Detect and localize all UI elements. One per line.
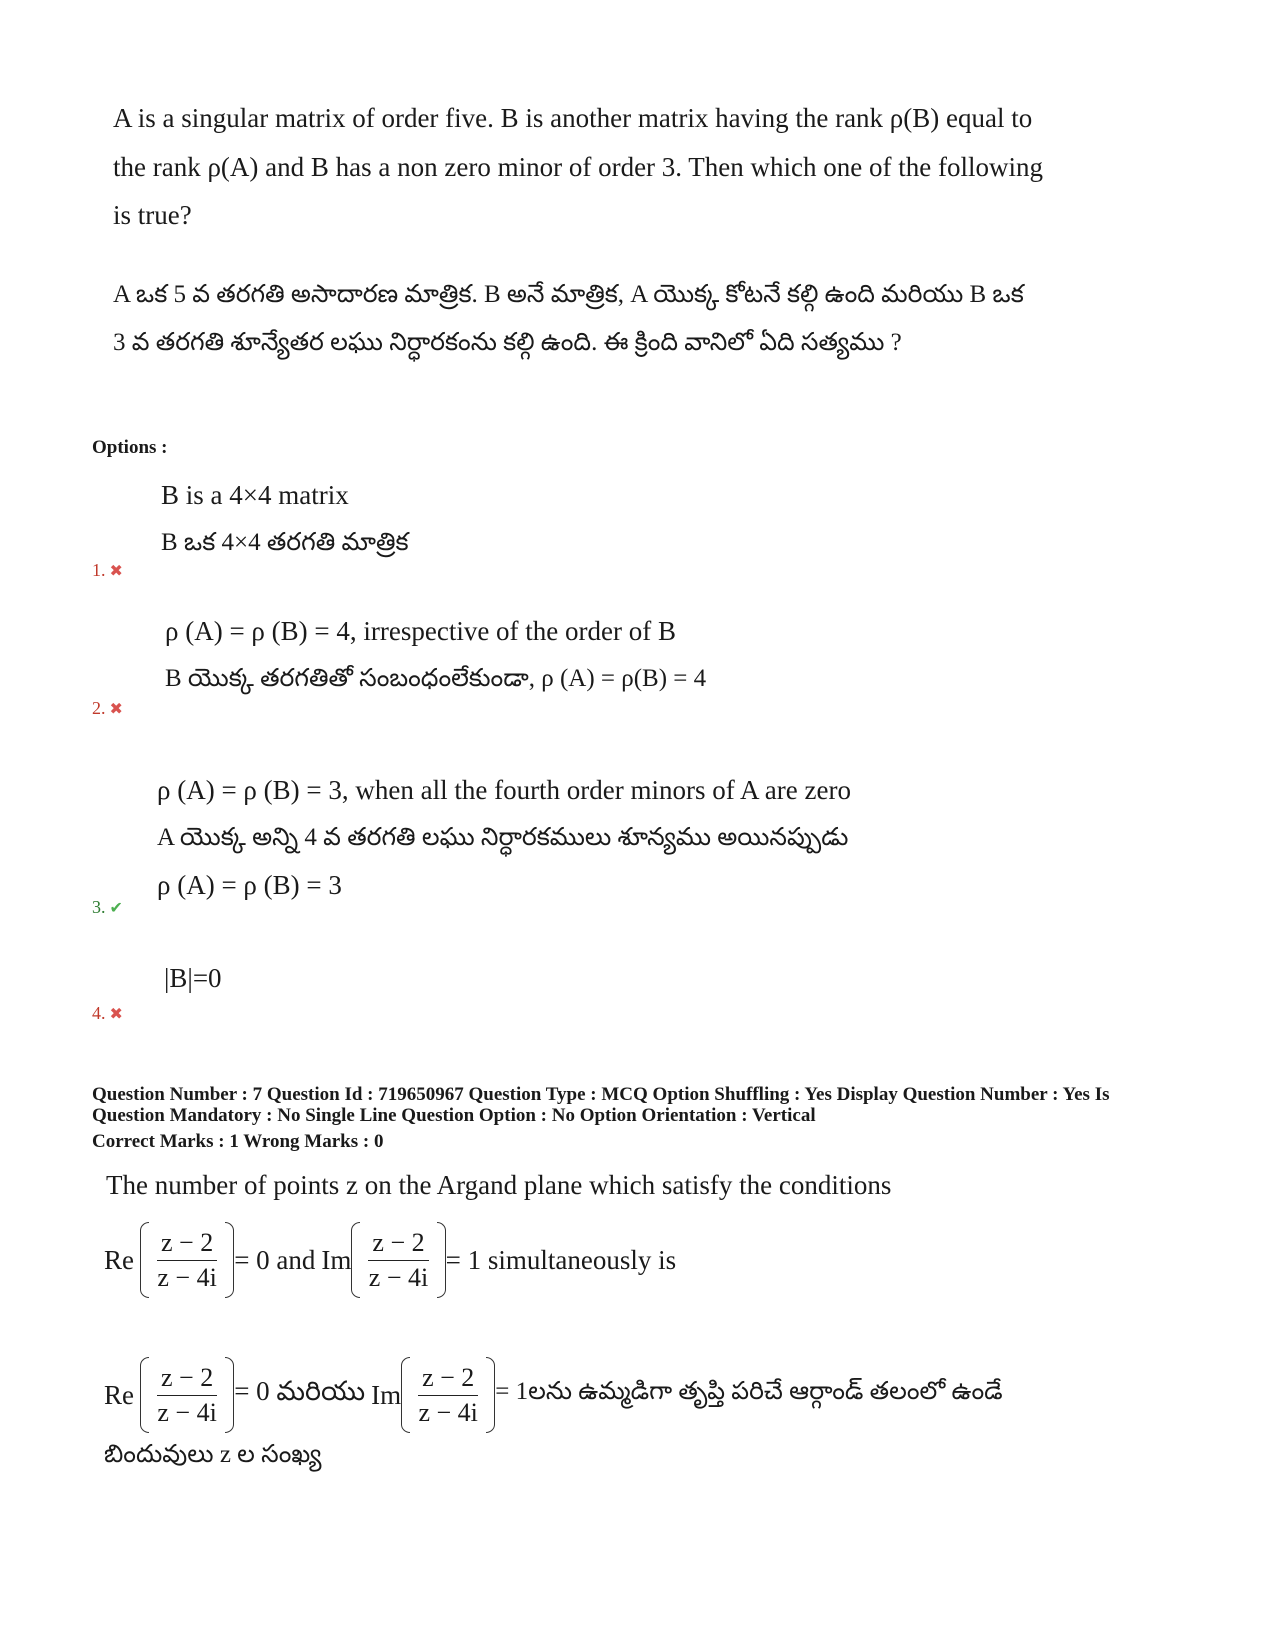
fraction [157, 1228, 217, 1293]
im-label: Im [371, 1379, 402, 1410]
fraction-denominator: z − 4i [157, 1397, 217, 1427]
equals-one-simultaneously: = 1 simultaneously is [445, 1244, 677, 1275]
option-number: 1. [92, 560, 106, 580]
option-3-marker [92, 897, 123, 918]
fraction-numerator: z − 2 [418, 1363, 478, 1396]
question-meta-line2: Question Mandatory : No Single Line Question Option : No Option Orientation : Vertical [92, 1105, 816, 1126]
option-number: 2. [92, 698, 106, 718]
wrong-mark-icon: ✖ [109, 701, 123, 718]
fraction [157, 1363, 217, 1428]
option-3-text-te: A యొక్క అన్ని 4 వ తరగతి లఘు నిర్ధారకములు శూన్యము అయినప్పుడు [157, 824, 849, 851]
option-1-text-en: B is a 4×4 matrix [161, 480, 349, 510]
option-2-text-en: ρ (A) = ρ (B) = 4, irrespective of the order of B [165, 616, 676, 646]
question7-equation-en [104, 1220, 676, 1300]
option-2-marker [92, 698, 123, 719]
question7-equation-te [104, 1355, 1003, 1435]
options-label: Options : [92, 437, 168, 458]
left-paren [140, 1357, 149, 1433]
fraction-denominator: z − 4i [368, 1262, 429, 1292]
option-3-text-en: ρ (A) = ρ (B) = 3, when all the fourth order minors of A are zero [157, 775, 851, 805]
left-paren [351, 1222, 360, 1298]
right-paren [225, 1222, 234, 1298]
option-number: 3. [92, 897, 106, 917]
option-4-marker [92, 1003, 123, 1024]
question-meta-line3: Correct Marks : 1 Wrong Marks : 0 [92, 1131, 384, 1152]
re-label: Re [104, 1244, 134, 1275]
re-label: Re [104, 1379, 134, 1410]
equals-zero-mariyu: = 0 మరియు [234, 1376, 366, 1406]
question7-text-en-line1: The number of points z on the Argand plane which satisfy the conditions [106, 1170, 892, 1200]
correct-check-icon: ✔ [109, 900, 123, 917]
question7-text-te-line2: బిందువులు z ల సంఖ్య [104, 1441, 322, 1468]
equals-one-te: = 1లను ఉమ్మడిగా తృప్తి పరిచే ఆర్గాండ్ తలంలో ఉండే [495, 1378, 1003, 1405]
option-2-text-te: B యొక్క తరగతితో సంబంధంలేకుండా, ρ (A) = ρ(B) = 4 [165, 665, 707, 692]
question-text-te-line2: 3 వ తరగతి శూన్యేతర లఘు నిర్ధారకంను కల్గి ఉంది. ఈ క్రింది వానిలో ఏది సత్యము ? [113, 329, 902, 356]
left-paren [140, 1222, 149, 1298]
fraction [418, 1363, 478, 1428]
wrong-mark-icon: ✖ [109, 563, 123, 580]
question-text-te-line1: A ఒక 5 వ తరగతి అసాదారణ మాత్రిక. B అనే మాత్రిక, A యొక్క కోటనే కల్గి ఉంది మరియు B ఒక [113, 281, 1024, 308]
question-text-en-line1: A is a singular matrix of order five. B is another matrix having the rank ρ(B) equal to [113, 103, 1033, 133]
question-text-en-line3: is true? [113, 200, 192, 230]
fraction-numerator: z − 2 [368, 1228, 428, 1261]
right-paren [486, 1357, 495, 1433]
left-paren [401, 1357, 410, 1433]
fraction-numerator: z − 2 [157, 1228, 217, 1261]
fraction-denominator: z − 4i [157, 1262, 217, 1292]
option-4-text-en: |B|=0 [164, 963, 222, 993]
option-1-marker [92, 560, 123, 581]
option-1-text-te: B ఒక 4×4 తరగతి మాత్రిక [161, 529, 409, 556]
fraction [368, 1228, 428, 1293]
im-label: Im [321, 1244, 352, 1275]
equals-zero-and: = 0 and [234, 1244, 316, 1275]
right-paren [225, 1357, 234, 1433]
question-meta-line1: Question Number : 7 Question Id : 719650967 Question Type : MCQ Option Shuffling : Yes Display Question Number : Yes Is [92, 1084, 1110, 1105]
wrong-mark-icon: ✖ [109, 1006, 123, 1023]
fraction-denominator: z − 4i [418, 1397, 478, 1427]
fraction-numerator: z − 2 [157, 1363, 217, 1396]
question-text-en-line2: the rank ρ(A) and B has a non zero minor of order 3. Then which one of the following [113, 152, 1043, 182]
right-paren [437, 1222, 446, 1298]
option-number: 4. [92, 1003, 106, 1023]
option-3-text-te2: ρ (A) = ρ (B) = 3 [157, 870, 342, 900]
